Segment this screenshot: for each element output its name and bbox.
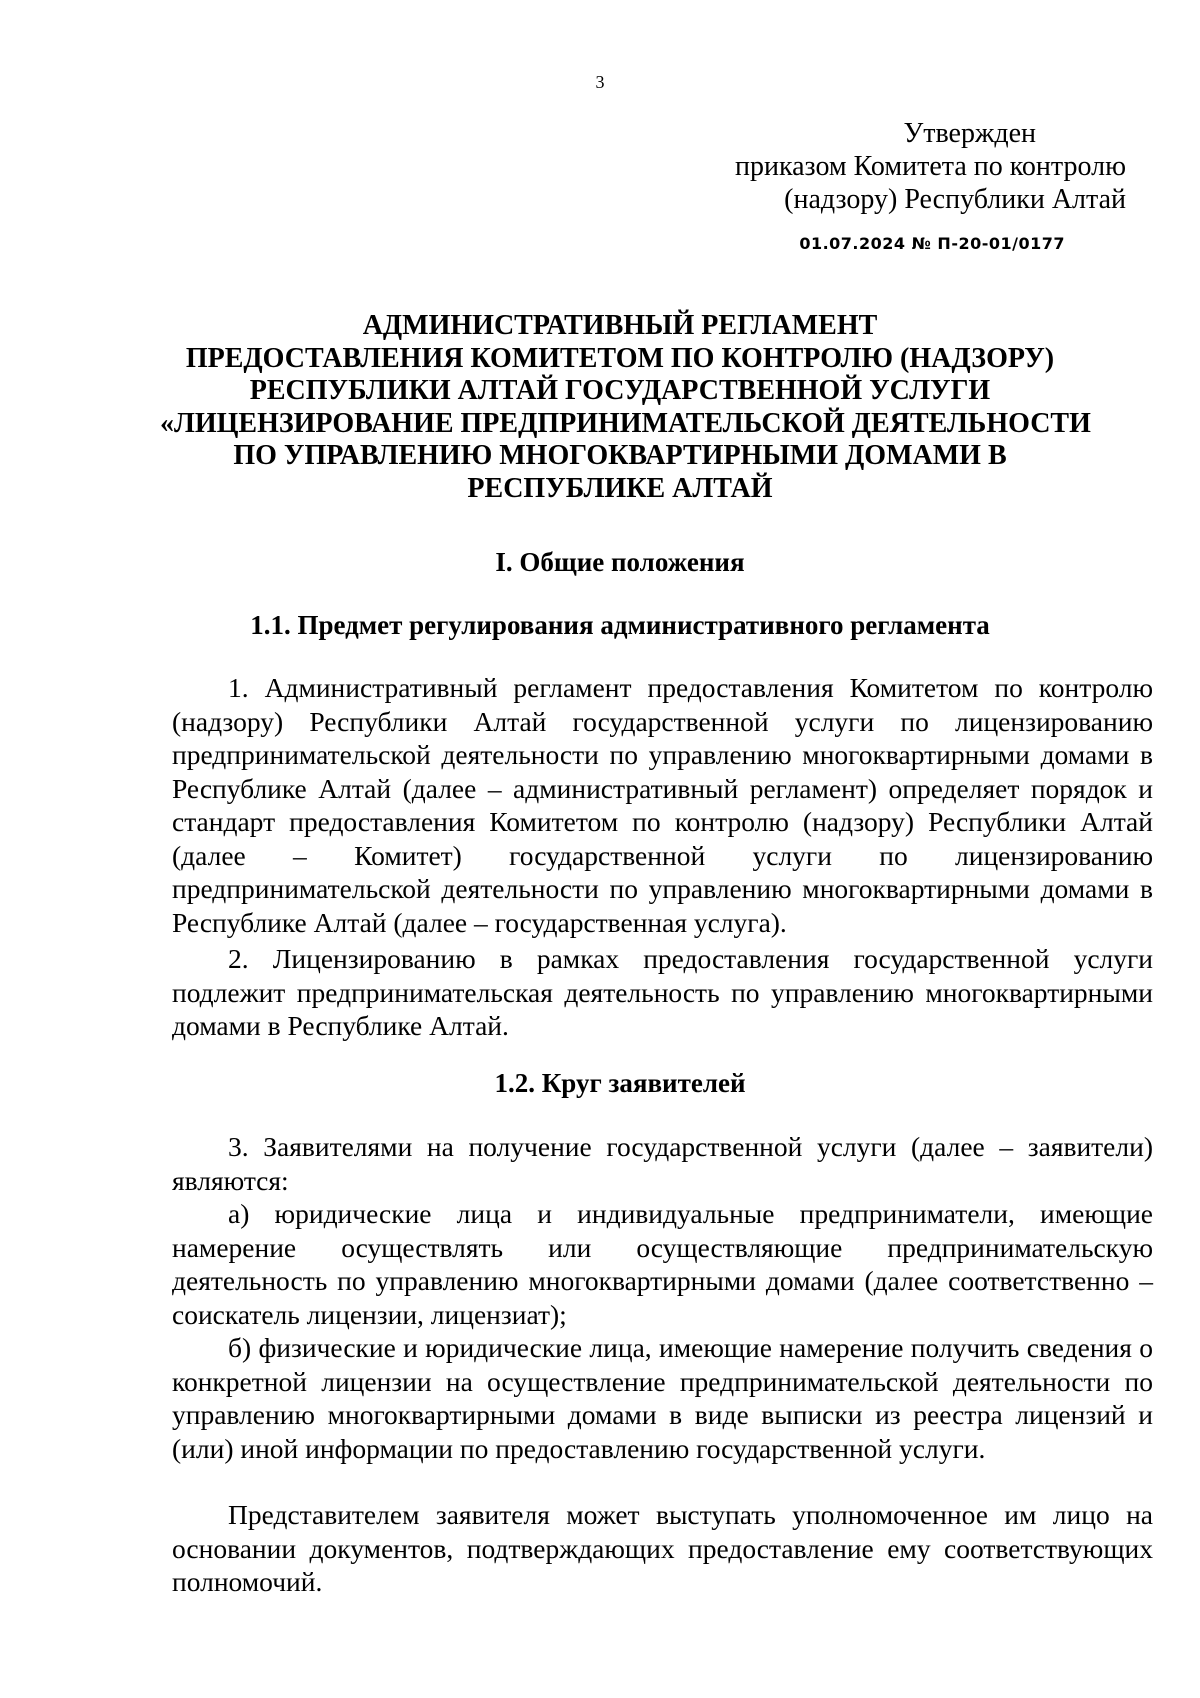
title-line: РЕСПУБЛИКЕ АЛТАЙ <box>467 472 773 504</box>
paragraph-3-text: 3. Заявителями на получение государственной услуги (далее – заявители) являются: <box>172 1131 1153 1196</box>
title-line: ПО УПРАВЛЕНИЮ МНОГОКВАРТИРНЫМИ ДОМАМИ В <box>233 440 1007 471</box>
approval-line-committee: (надзору) Республики Алтай <box>784 184 1126 215</box>
paragraph-1-text: 1. Административный регламент предоставления Комитетом по контролю (надзору) Республики Алтай государственной услуги по лицензированию предпринимательской деятельности по управлению многоквартирными домами в Республике Алтай (далее – административный регламент) определяет порядок и стандарт предоставления Комитетом по контролю (надзору) Республики Алтай (далее – Комитет) государственной услуги по лицензированию предпринимательской деятельности по управлению многоквартирными домами в Республике Алтай (далее – государственная услуга). <box>172 672 1153 938</box>
paragraph-2 <box>172 942 1153 1043</box>
section-heading-applicants: 1.2. Круг заявителей <box>494 1068 746 1098</box>
section-heading-subject: 1.1. Предмет регулирования административного регламента <box>250 610 990 640</box>
paragraph-3 <box>172 1130 1153 1197</box>
paragraph-1 <box>172 671 1153 939</box>
approval-line-order: приказом Комитета по контролю <box>734 151 1126 182</box>
title-line: АДМИНИСТРАТИВНЫЙ РЕГЛАМЕНТ <box>362 310 878 341</box>
paragraph-representative <box>172 1498 1153 1599</box>
paragraph-representative-text: Представителем заявителя может выступать уполномоченное им лицо на основании документов, подтверждающих предоставление ему соответствующих полномочий. <box>172 1499 1153 1597</box>
section-heading-general: I. Общие положения <box>495 547 745 577</box>
page-number: 3 <box>595 72 605 92</box>
paragraph-3b-text: б) физические и юридические лица, имеющие намерение получить сведения о конкретной лицензии на осуществление предпринимательской деятельности по управлению многоквартирными домами в виде выписки из реестра лицензий и (или) иной информации по предоставлению государственной услуги. <box>172 1332 1153 1464</box>
paragraph-3a <box>172 1197 1153 1331</box>
order-number: 01.07.2024 № П-20-01/0177 <box>799 234 1065 253</box>
paragraph-3b <box>172 1331 1153 1465</box>
document-title <box>160 310 1091 505</box>
title-line: «ЛИЦЕНЗИРОВАНИЕ ПРЕДПРИНИМАТЕЛЬСКОЙ ДЕЯТЕЛЬНОСТИ <box>160 407 1091 439</box>
paragraph-3a-text: а) юридические лица и индивидуальные предприниматели, имеющие намерение осуществлять или осуществляющие предпринимательскую деятельность по управлению многоквартирными домами (далее соответственно – соискатель лицензии, лицензиат); <box>172 1198 1153 1330</box>
approval-line-approved: Утвержден <box>903 118 1036 149</box>
title-line: РЕСПУБЛИКИ АЛТАЙ ГОСУДАРСТВЕННОЙ УСЛУГИ <box>249 375 991 406</box>
approval-block <box>735 117 1126 216</box>
title-line: ПРЕДОСТАВЛЕНИЯ КОМИТЕТОМ ПО КОНТРОЛЮ (НАДЗОРУ) <box>185 342 1055 374</box>
paragraph-2-text: 2. Лицензированию в рамках предоставления государственной услуги подлежит предпринимательская деятельность по управлению многоквартирными домами в Республике Алтай. <box>172 943 1153 1041</box>
